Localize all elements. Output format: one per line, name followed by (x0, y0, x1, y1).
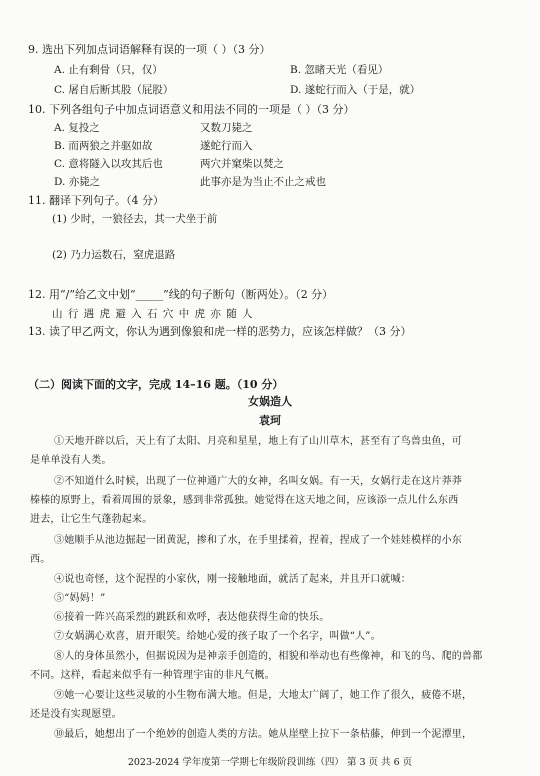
page-footer: 2023-2024 学年度第一学期七年级阶段训练（四） 第 3 页 共 6 页 (127, 757, 413, 768)
passage-line: ①天地开辟以后，天上有了太阳、月亮和星星，地上有了山川草木，甚至有了鸟兽虫鱼，可 (54, 436, 462, 447)
q10-option-a-right: 又数刀毙之 (200, 122, 253, 134)
q9-option-a: A. 止有剩骨（只，仅） (54, 64, 163, 76)
passage-line: ⑤“妈妈！” (54, 593, 106, 604)
passage-line: ⑥接着一阵兴高采烈的跳跃和欢呼，表达他获得生命的快乐。 (54, 612, 330, 623)
q11-sentence-1: (1) 少时，一狼径去，其一犬坐于前 (52, 213, 218, 225)
q10-option-d-right: 此事亦是为当止不止之戒也 (200, 176, 326, 188)
passage-line: ②不知道什么时候，出现了一位神通广大的女神，名叫女娲。有一天，女娲行走在这片莽莽 (54, 476, 462, 487)
passage-line: 不同。这样，看起来似乎有一种管理宇宙的非凡气概。 (30, 670, 275, 681)
passage-line: ⑩最后，她想出了一个绝妙的创造人类的方法。她从崖壁上拉下一条枯藤，伸到一个泥潭里， (54, 729, 473, 740)
passage-line: 进去，让它生气蓬勃起来。 (30, 514, 153, 525)
passage-line: ④说也奇怪，这个泥捏的小家伙，刚一接触地面，就活了起来，并且开口就喊： (54, 574, 411, 585)
passage-line: ⑨她一心要让这些灵敏的小生物布满大地。但是，大地太广阔了，她工作了很久，疲倦不堪， (54, 690, 473, 701)
passage-line: 是单单没有人类。 (30, 455, 112, 466)
q9-option-d: D. 遂蛇行而入（于是，就） (290, 84, 421, 96)
passage-line: ⑦女娲满心欢喜，眉开眼笑。给她心爱的孩子取了一个名字，叫做“人”。 (54, 631, 381, 642)
passage-author: 袁珂 (259, 414, 281, 427)
q10-option-c-left: C. 意将隧入以攻其后也 (54, 158, 163, 170)
q12-stem: 12. 用“/”给乙文中划“_____”线的句子断句（断两处）。（2 分） (28, 288, 334, 301)
passage-line: 榛榛的原野上，看着周围的景象，感到非常孤独。她觉得在这天地之间，应该添一点儿什么东西 (30, 495, 459, 506)
q10-option-a-left: A. 复投之 (54, 122, 100, 134)
passage-line: ③她顺手从池边掘起一团黄泥，掺和了水，在手里揉着，捏着，捏成了一个娃娃模样的小东 (54, 535, 462, 546)
q10-stem: 10. 下列各组句子中加点词语意义和用法不同的一项是（ ）（3 分） (28, 103, 355, 116)
q9-option-c: C. 屠自后断其股（屁股） (54, 84, 174, 96)
q9-option-b: B. 忽睹天光（看见） (290, 64, 389, 76)
q9-stem: 9. 选出下列加点词语解释有误的一项（ ）（3 分） (28, 43, 271, 56)
q10-option-c-right: 两穴并窠柴以焚之 (200, 158, 284, 170)
q10-option-b-right: 遂蛇行而入 (200, 140, 253, 152)
passage-line: ⑧人的身体虽然小，但据说因为是神亲手创造的，相貌和举动也有些像神，和飞的鸟、爬的兽都 (54, 651, 483, 662)
section-heading: （二）阅读下面的文字，完成 14–16 题。（10 分） (28, 378, 284, 391)
q10-option-b-left: B. 而两狼之并驱如故 (54, 140, 153, 152)
q10-option-d-left: D. 亦毙之 (54, 176, 101, 188)
q12-sentence: 山 行 遇 虎 避 入 石 穴 中 虎 亦 随 人 (52, 308, 254, 320)
q11-stem: 11. 翻译下列句子。（4 分） (28, 194, 164, 207)
passage-title: 女娲造人 (248, 395, 292, 408)
passage-line: 还是没有实现愿望。 (30, 709, 122, 720)
q13-stem: 13. 读了甲乙两文，你认为遇到像狼和虎一样的恶势力，应该怎样做？（3 分） (28, 325, 412, 338)
passage-line: 西。 (30, 554, 51, 565)
q11-sentence-2: (2) 乃力运数石，窒虎退路 (52, 249, 176, 261)
